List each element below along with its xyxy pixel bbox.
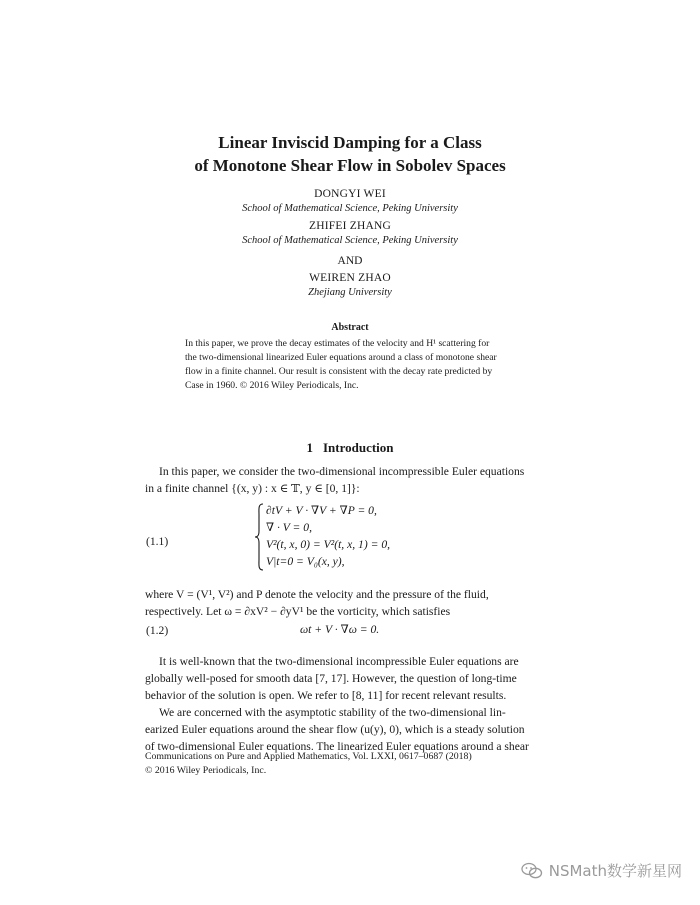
equation-label: (1.1) [146, 535, 169, 548]
equation-label: (1.2) [146, 624, 169, 637]
copyright-notice: © 2016 Wiley Periodicals, Inc. [145, 765, 267, 776]
abstract-line: In this paper, we prove the decay estimates of the velocity and H¹ scattering for [185, 338, 490, 349]
body-paragraph [145, 653, 555, 704]
page-footer [145, 750, 472, 778]
abstract-heading: Abstract [331, 322, 369, 333]
author-separator: AND [337, 255, 363, 267]
abstract-line: flow in a finite channel. Our result is consistent with the decay rate predicted by [185, 366, 493, 377]
paragraph-line: where V = (V¹, V²) and P denote the velocity and the pressure of the fluid, [145, 588, 489, 601]
wechat-icon [521, 862, 543, 880]
journal-citation: Communications on Pure and Applied Mathematics, Vol. LXXI, 0617–0687 (2018) [145, 751, 472, 762]
section-title: Introduction [322, 440, 394, 455]
abstract-line: the two-dimensional linearized Euler equations around a class of monotone shear [185, 352, 497, 363]
abstract-line: Case in 1960. © 2016 Wiley Periodicals, Inc. [185, 380, 359, 391]
section-number: 1 [306, 440, 313, 455]
author-affiliation: School of Mathematical Science, Peking University [242, 203, 458, 214]
author-name: DONGYI WEI [314, 188, 386, 200]
equation-system [266, 502, 390, 570]
paragraph-line: In this paper, we consider the two-dimensional incompressible Euler equations [159, 465, 525, 478]
watermark-text: NSMath数学新星网 [548, 862, 682, 880]
paper-title [0, 131, 700, 177]
paragraph-line: globally well-posed for smooth data [7, 17]. However, the question of long-time [145, 672, 517, 685]
vorticity-equation: ωt + V · ∇ω = 0. [300, 623, 380, 636]
title-line-1: Linear Inviscid Damping for a Class [218, 133, 482, 152]
equation-line: V²(t, x, 0) = V²(t, x, 1) = 0, [266, 538, 391, 551]
title-line-2: of Monotone Shear Flow in Sobolev Spaces [194, 156, 506, 175]
paragraph-line: of two-dimensional Euler equations. The linearized Euler equations around a shear [145, 740, 529, 753]
paragraph-line: behavior of the solution is open. We refer to [8, 11] for recent relevant results. [145, 689, 507, 702]
paragraph-line: respectively. Let ω = ∂xV² − ∂yV¹ be the vorticity, which satisfies [145, 605, 451, 618]
paragraph-line: earized Euler equations around the shear flow (u(y), 0), which is a steady solution [145, 723, 525, 736]
body-paragraph [145, 586, 555, 620]
equation-line: V|t=0 = V₀(x, y), [266, 555, 345, 568]
section-heading [0, 440, 700, 456]
body-paragraph [145, 463, 555, 497]
author-affiliation: School of Mathematical Science, Peking University [242, 235, 458, 246]
abstract-body [185, 337, 515, 393]
equation-line: ∂tV + V · ∇V + ∇P = 0, [266, 504, 377, 517]
author-affiliation: Zhejiang University [308, 287, 392, 298]
author-name: ZHIFEI ZHANG [309, 220, 391, 232]
watermark [521, 860, 682, 881]
paragraph-line: It is well-known that the two-dimensional incompressible Euler equations are [159, 655, 519, 668]
left-brace [254, 503, 264, 571]
paragraph-line: We are concerned with the asymptotic stability of the two-dimensional lin- [159, 706, 506, 719]
author-name: WEIREN ZHAO [309, 272, 391, 284]
body-paragraph [145, 704, 555, 755]
paragraph-line: in a finite channel {(x, y) : x ∈ 𝕋, y ∈ [0, 1]}: [145, 482, 360, 495]
equation-line: ∇ · V = 0, [266, 521, 312, 534]
